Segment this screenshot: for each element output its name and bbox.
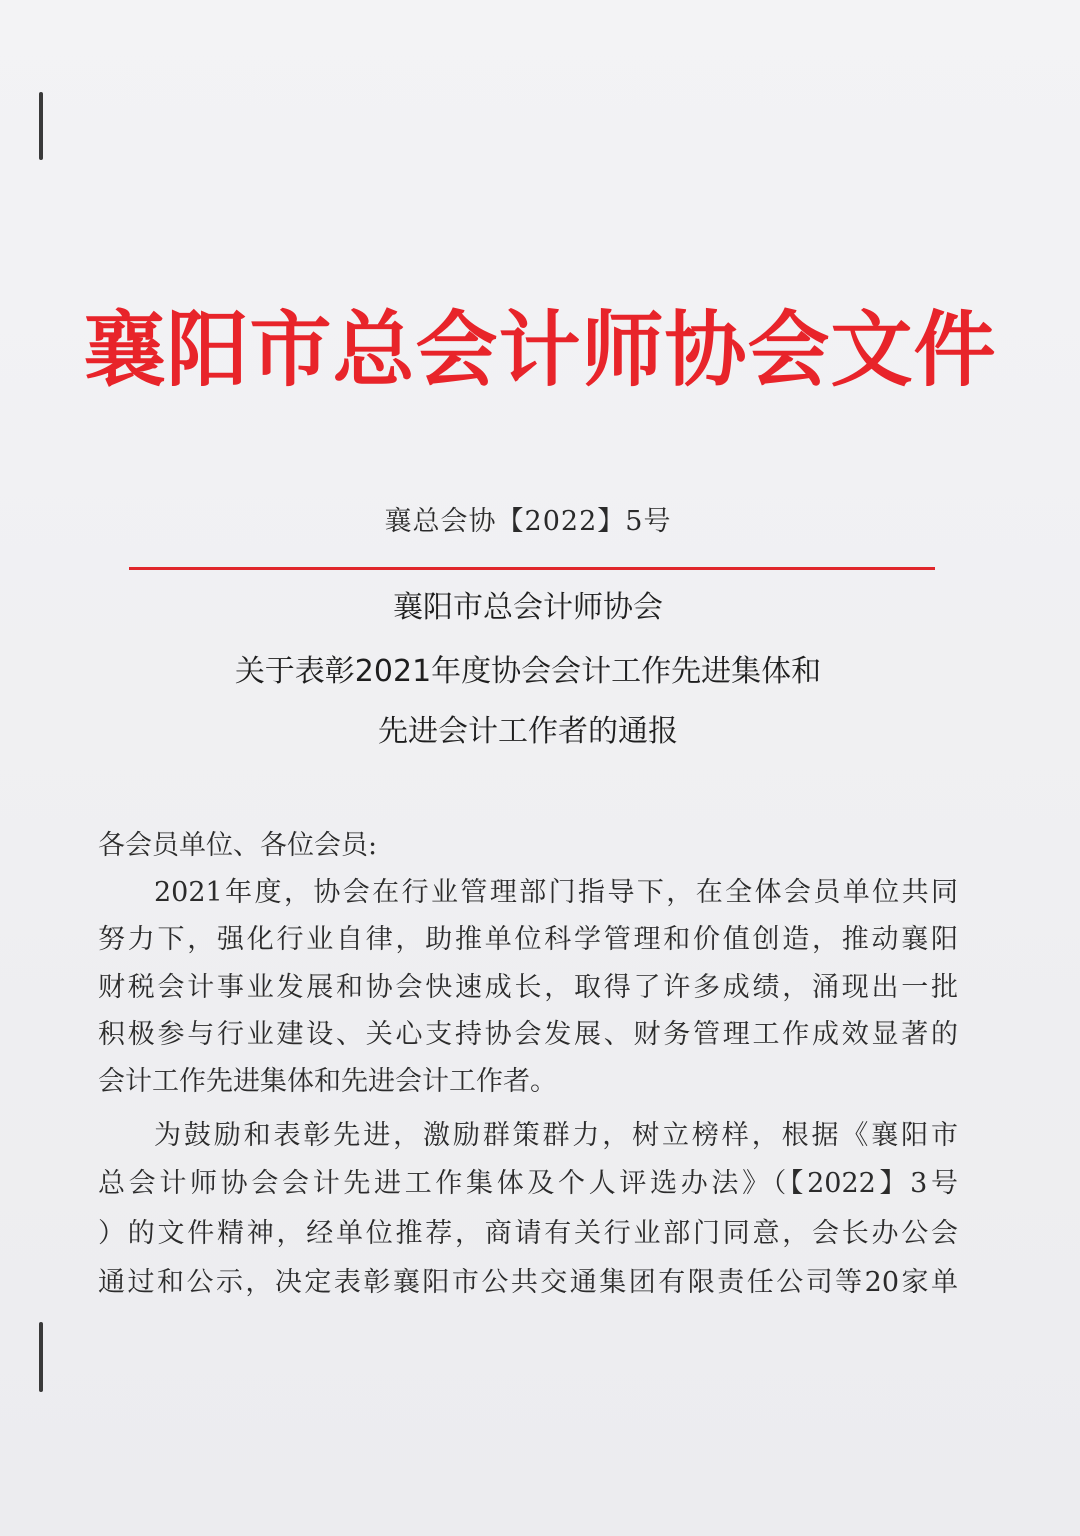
notice-title-line-3: 先进会计工作者的通报 xyxy=(378,714,678,749)
staple-mark-top xyxy=(39,92,43,160)
salutation: 各会员单位、各位会员: xyxy=(98,830,378,861)
notice-title-line-2: 关于表彰2021年度协会会计工作先进集体和 xyxy=(234,654,822,689)
body-line-9: 通过和公示，决定表彰襄阳市公共交通集团有限责任公司等20家单 xyxy=(98,1267,958,1298)
staple-mark-bottom xyxy=(39,1322,43,1392)
body-line-7: 总会计师协会会计先进工作集体及个人评选办法》（【2022】3号 xyxy=(98,1168,958,1199)
body-line-8: ）的文件精神，经单位推荐，商请有关行业部门同意，会长办公会 xyxy=(98,1218,958,1249)
body-line-3: 财税会计事业发展和协会快速成长，取得了许多成绩，涌现出一批 xyxy=(98,972,958,1003)
document-masthead: 襄阳市总会计师协会文件 xyxy=(83,302,997,398)
body-line-4: 积极参与行业建设、关心支持协会发展、财务管理工作成效显著的 xyxy=(98,1019,958,1050)
body-line-1: 2021年度，协会在行业管理部门指导下，在全体会员单位共同 xyxy=(154,877,958,908)
red-divider-line xyxy=(129,567,935,570)
body-line-6: 为鼓励和表彰先进，激励群策群力，树立榜样，根据《襄阳市 xyxy=(154,1120,958,1151)
body-line-5: 会计工作先进集体和先进会计工作者。 xyxy=(98,1066,557,1097)
notice-title-line-1: 襄阳市总会计师协会 xyxy=(393,590,663,625)
body-line-2: 努力下，强化行业自律，助推单位科学管理和价值创造，推动襄阳 xyxy=(98,924,958,955)
document-number: 襄总会协【2022】5号 xyxy=(384,506,672,537)
